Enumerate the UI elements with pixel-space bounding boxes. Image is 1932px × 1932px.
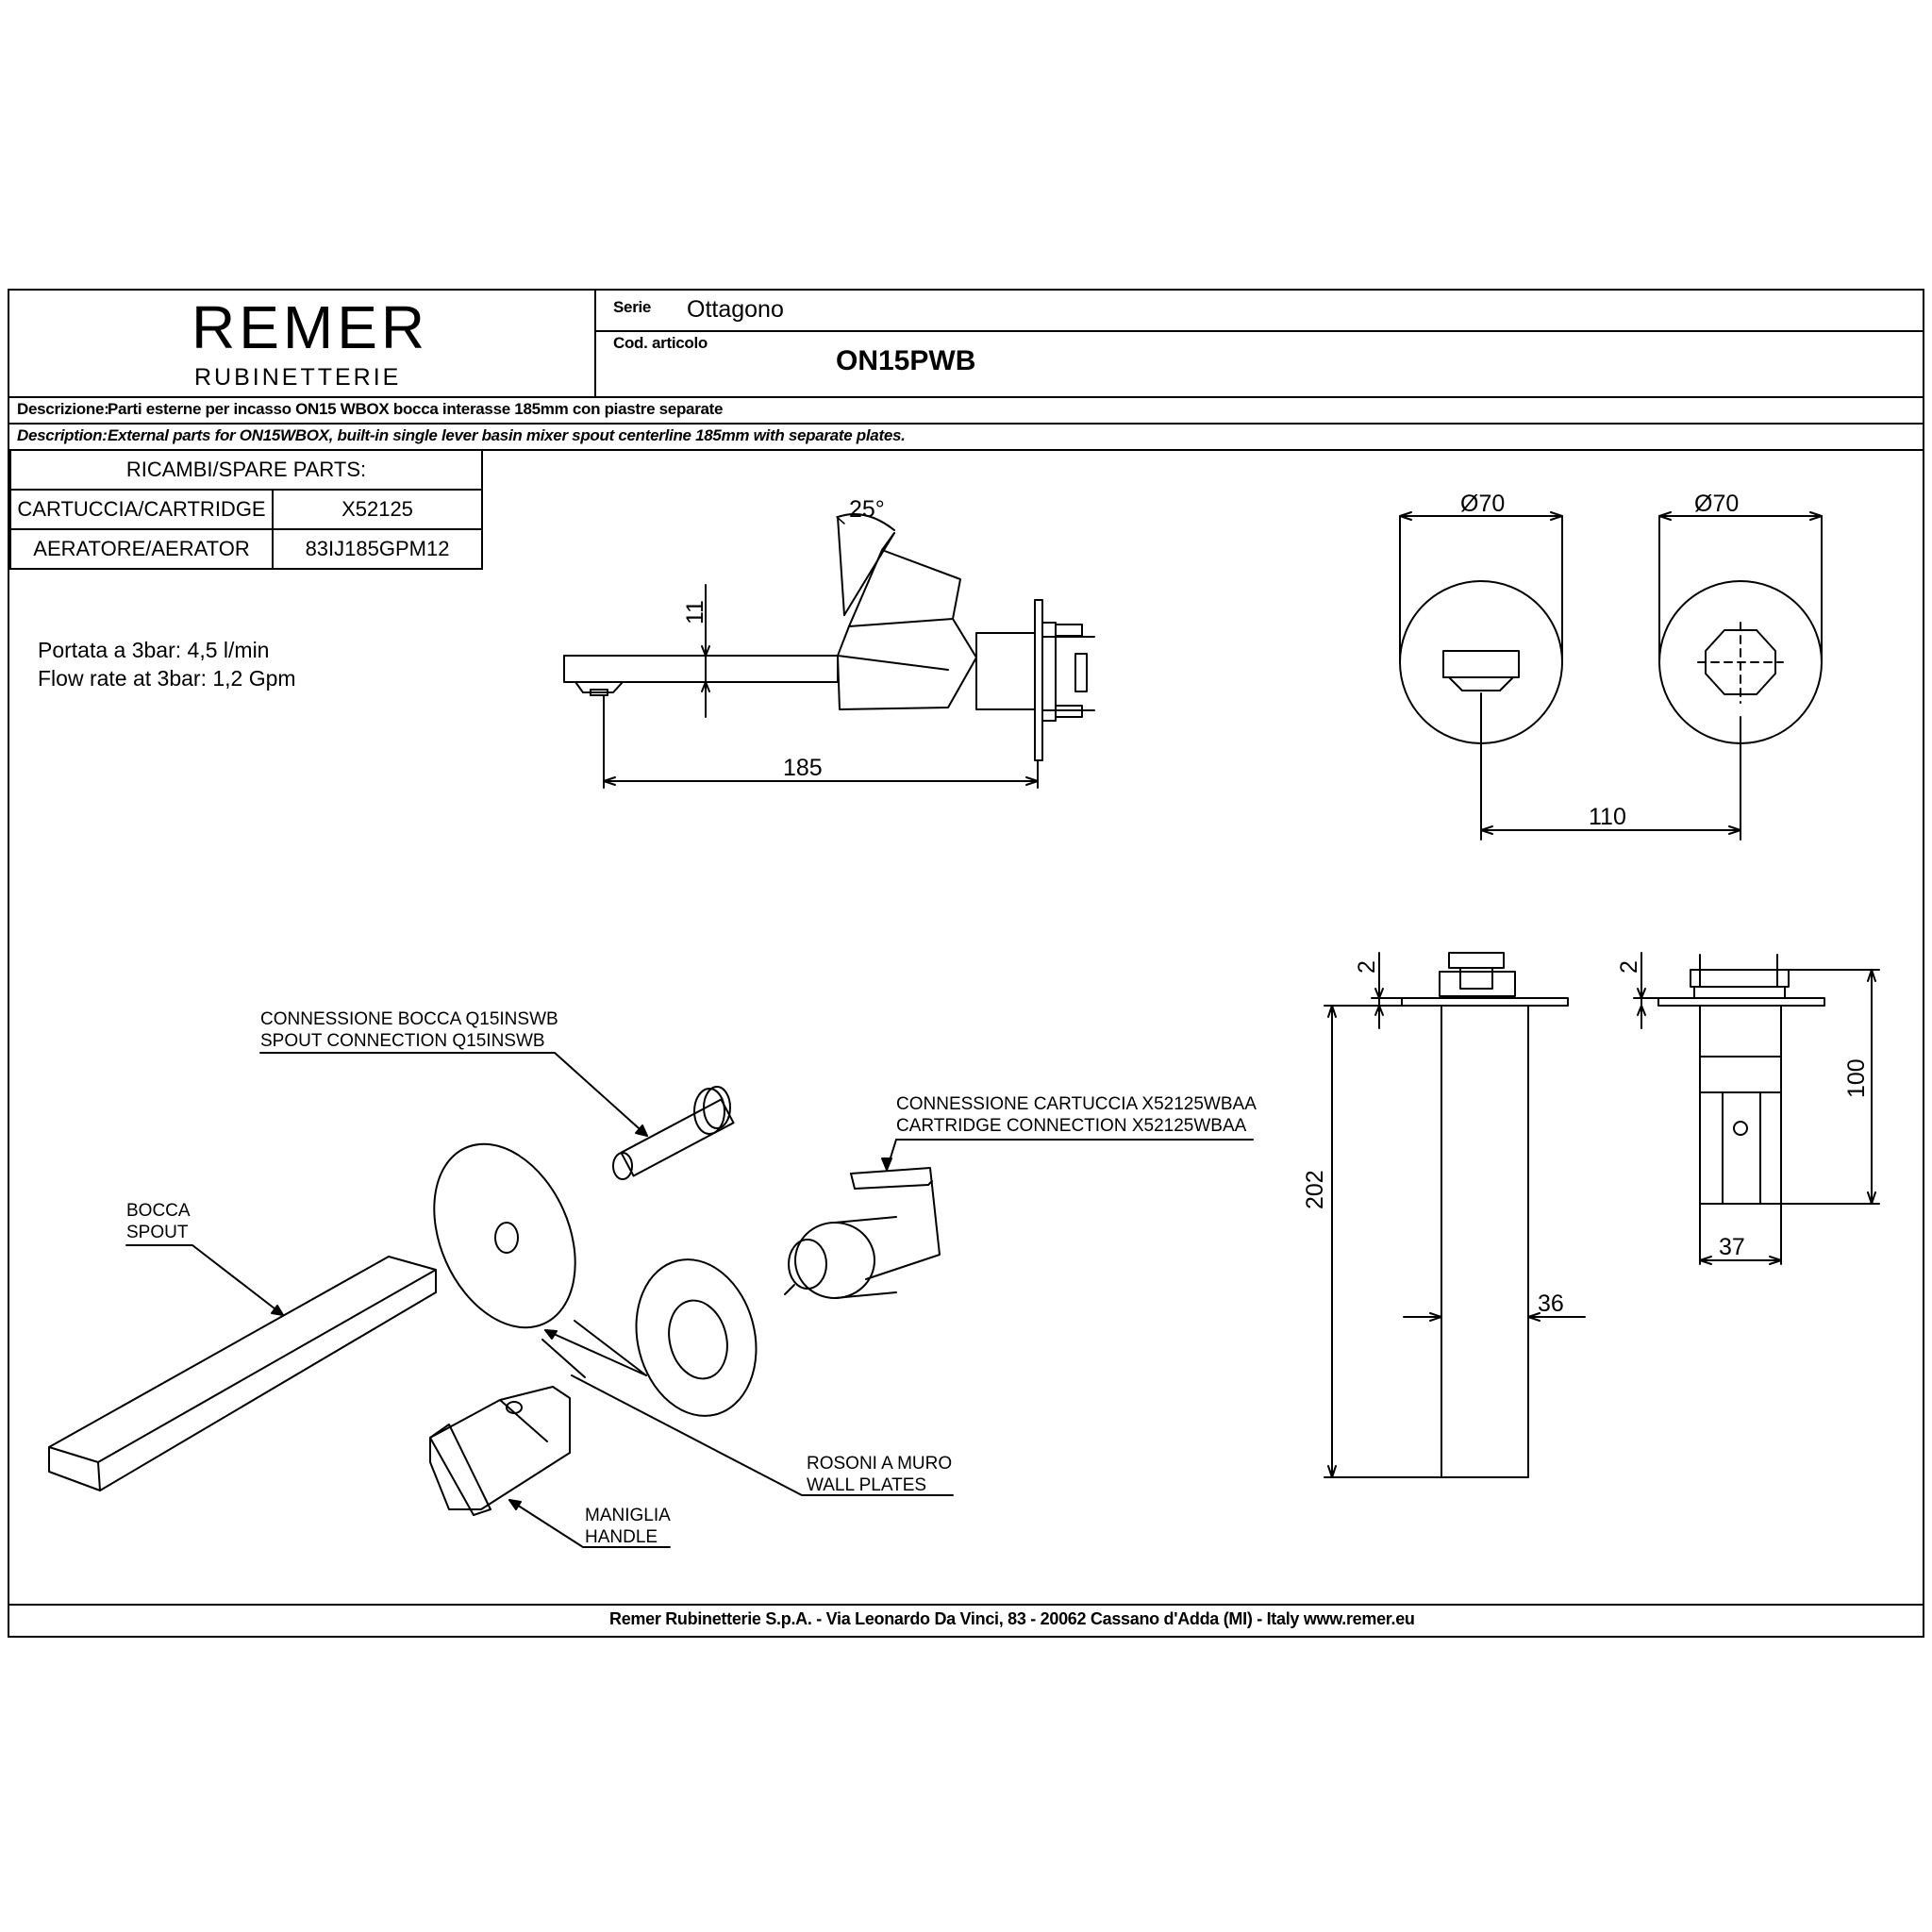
spare-part-name: AERATORE/AERATOR (10, 529, 273, 569)
flow-rate-it: Portata a 3bar: 4,5 l/min (38, 638, 270, 662)
description-label: Description: (17, 426, 108, 444)
cartridge-connection-label-en: CARTRIDGE CONNECTION X52125WBAA (896, 1116, 1247, 1136)
plate-right-value: 2 (1616, 960, 1642, 974)
serie-value: Ottagono (687, 296, 784, 323)
diameter-left-value: Ø70 (1460, 491, 1506, 517)
serie-label: Serie (613, 298, 652, 316)
angle-dimension (837, 514, 894, 615)
spout-connection-label-en: SPOUT CONNECTION Q15INSWB (260, 1031, 545, 1051)
cartridge-connection-label-it: CONNESSIONE CARTUCCIA X52125WBAA (896, 1094, 1257, 1114)
spout-connection-label-it: CONNESSIONE BOCCA Q15INSWB (260, 1009, 558, 1029)
description-text: External parts for ON15WBOX, built-in single lever basin mixer spout centerline 185mm with separate plates. (108, 426, 906, 444)
wall-plates-label-en: WALL PLATES (807, 1475, 927, 1495)
spare-part-code: X52125 (273, 490, 482, 529)
wall-plate-large (407, 1122, 602, 1350)
flow-rate-en: Flow rate at 3bar: 1,2 Gpm (38, 666, 296, 691)
front-view-plates (1400, 512, 1822, 840)
spout-label-it: BOCCA (126, 1201, 191, 1221)
plate-left-value: 2 (1354, 960, 1380, 974)
spacing-value: 110 (1589, 804, 1626, 830)
spare-part-name: CARTUCCIA/CARTRIDGE (10, 490, 273, 529)
spout-connection-part (613, 1087, 734, 1179)
spare-parts-title: RICAMBI/SPARE PARTS: (10, 450, 482, 490)
section-view-left (1324, 953, 1585, 1477)
handle-label-it: MANIGLIA (585, 1506, 671, 1525)
spout-label-en: SPOUT (126, 1223, 189, 1242)
side-view (564, 533, 1094, 760)
body-diameter-value: 36 (1538, 1291, 1564, 1317)
angle-value: 25° (849, 496, 885, 523)
spare-part-code: 83IJ185GPM12 (273, 529, 482, 569)
diameter-right-value: Ø70 (1694, 491, 1740, 517)
height-small-value: 11 (682, 600, 708, 625)
handle-label-en: HANDLE (585, 1527, 658, 1547)
length-value: 185 (783, 755, 823, 781)
height-right-value: 100 (1843, 1058, 1870, 1098)
descrizione-text: Parti esterne per incasso ON15 WBOX bocca interasse 185mm con piastre separate (108, 400, 724, 418)
brand-logo: REMER (192, 293, 429, 361)
width-right-value: 37 (1719, 1234, 1745, 1260)
section-view-right (1634, 953, 1879, 1264)
wall-plates-label-it: ROSONI A MURO (807, 1454, 953, 1474)
cartridge-connection-part (785, 1168, 940, 1298)
handle-part (430, 1387, 570, 1515)
spout-part (49, 1257, 436, 1491)
product-code: ON15PWB (836, 345, 976, 376)
wall-plate-ring (621, 1246, 773, 1428)
code-label: Cod. articolo (613, 334, 708, 352)
descrizione-label: Descrizione: (17, 400, 109, 418)
footer-address: Remer Rubinetterie S.p.A. - Via Leonardo Da Vinci, 83 - 20062 Cassano d'Adda (MI) - Italy www.remer.eu (609, 1609, 1415, 1628)
depth-value: 202 (1302, 1170, 1328, 1209)
brand-subtitle: RUBINETTERIE (194, 364, 402, 391)
